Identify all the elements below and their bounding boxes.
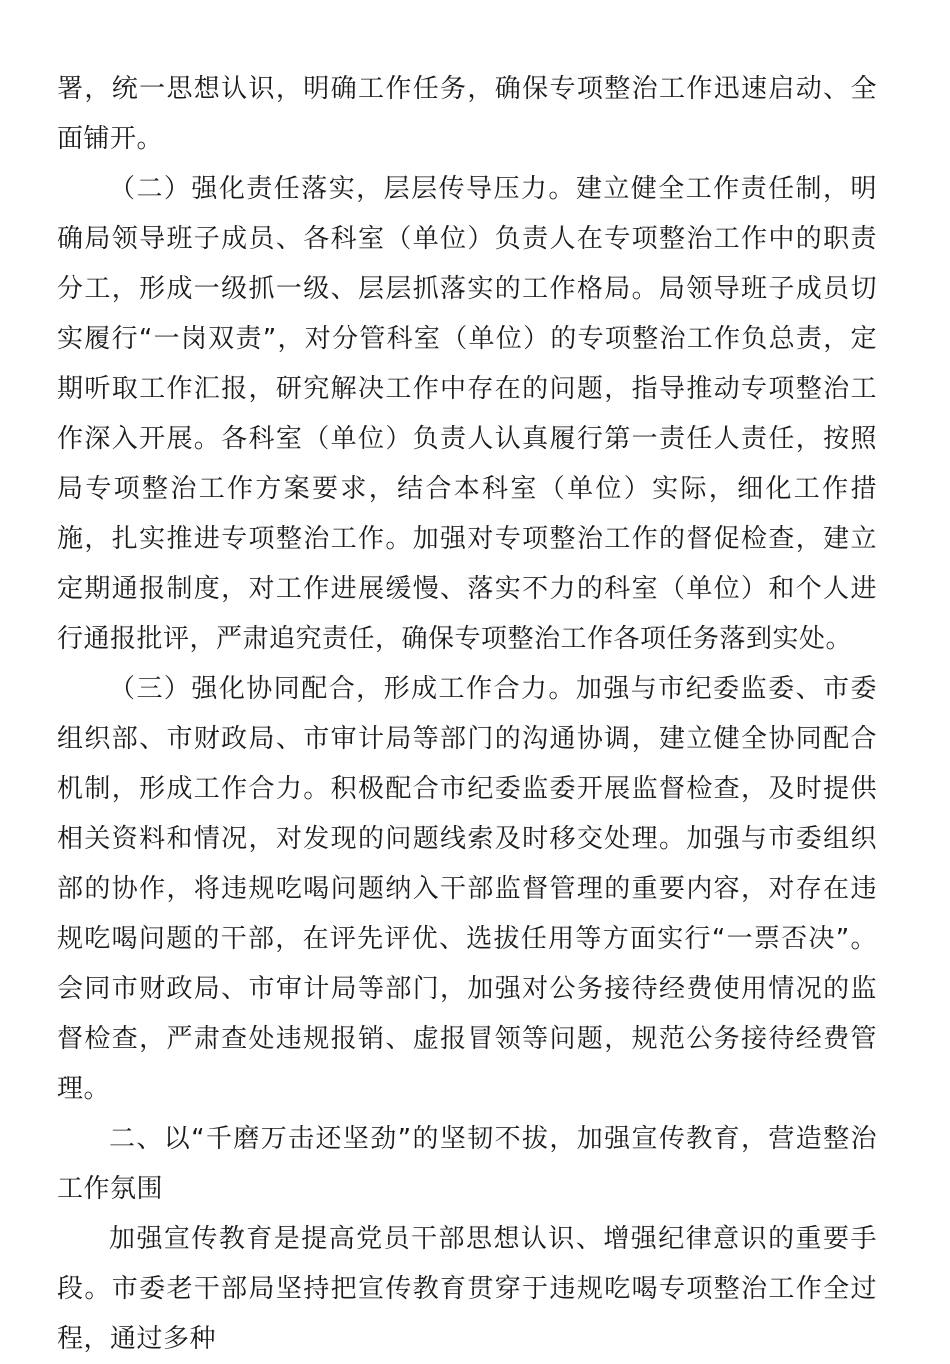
paragraph-responsibility: （二）强化责任落实，层层传导压力。建立健全工作责任制，明确局领导班子成员、各科室（单位）负责人在专项整治工作中的职责分工，形成一级抓一级、层层抓落实的工作格局。局领导班子成员切实履行“一岗双责”，对分管科室（单位）的专项整治工作负总责，定期听取工作汇报，研究解决工作中存在的问题，指导推动专项整治工作深入开展。各科室（单位）负责人认真履行第一责任人责任，按照局专项整治工作方案要求，结合本科室（单位）实际，细化工作措施，扎实推进专项整治工作。加强对专项整治工作的督促检查，建立定期通报制度，对工作进展缓慢、落实不力的科室（单位）和个人进行通报批评，严肃追究责任，确保专项整治工作各项任务落到实处。 bbox=[57, 174, 877, 654]
section-heading-two: 二、以“千磨万击还坚劲”的坚韧不拔，加强宣传教育，营造整治工作氛围 bbox=[57, 1124, 877, 1204]
paragraph-continuation: 署，统一思想认识，明确工作任务，确保专项整治工作迅速启动、全面铺开。 bbox=[57, 74, 877, 154]
paragraph-coordination: （三）强化协同配合，形成工作合力。加强与市纪委监委、市委组织部、市财政局、市审计局等部门的沟通协调，建立健全协同配合机制，形成工作合力。积极配合市纪委监委开展监督检查，及时提供相关资料和情况，对发现的问题线索及时移交处理。加强与市委组织部的协作，将违规吃喝问题纳入干部监督管理的重要内容，对存在违规吃喝问题的干部，在评先评优、选拔任用等方面实行“一票否决”。会同市财政局、市审计局等部门，加强对公务接待经费使用情况的监督检查，严肃查处违规报销、虚报冒领等问题，规范公务接待经费管理。 bbox=[57, 674, 877, 1104]
paragraph-publicity: 加强宣传教育是提高党员干部思想认识、增强纪律意识的重要手段。市委老干部局坚持把宣传教育贯穿于违规吃喝专项整治工作全过程，通过多种 bbox=[57, 1224, 877, 1354]
document-page bbox=[57, 64, 877, 1364]
